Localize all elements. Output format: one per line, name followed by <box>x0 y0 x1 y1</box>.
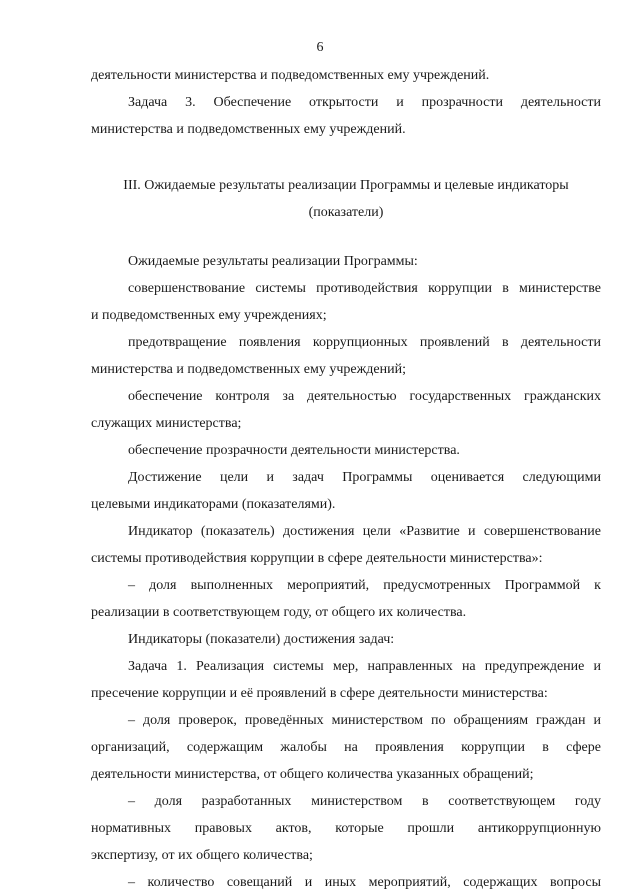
text-line: министерства и подведомственных ему учреждений. <box>91 122 406 137</box>
text-line: служащих министерства; <box>91 416 242 431</box>
text-line: деятельности министерства и подведомственных ему учреждений. <box>91 68 490 83</box>
text-line: – доля проверок, проведённых министерством по обращениям граждан и <box>128 713 601 728</box>
text-line: нормативных правовых актов, которые прошли антикоррупционную <box>91 821 601 836</box>
paragraph-spacer <box>91 143 601 172</box>
text-line: – количество совещаний и иных мероприятий, содержащих вопросы <box>128 875 601 890</box>
text-line: Индикатор (показатель) достижения цели «Развитие и совершенствование <box>128 524 601 539</box>
paragraph-spacer <box>91 226 601 248</box>
section-heading-line: (показатели) <box>308 205 384 220</box>
text-line: обеспечение прозрачности деятельности министерства. <box>128 443 460 458</box>
section-heading-line: III. Ожидаемые результаты реализации Программы и целевые индикаторы <box>123 178 569 193</box>
text-line: Достижение цели и задач Программы оценивается следующими <box>128 470 601 485</box>
document-body <box>91 62 601 896</box>
text-line: предотвращение появления коррупционных проявлений в деятельности <box>128 335 601 350</box>
text-line: министерства и подведомственных ему учреждений; <box>91 362 406 377</box>
text-line: обеспечение контроля за деятельностью государственных гражданских <box>128 389 601 404</box>
text-line: экспертизу, от их общего количества; <box>91 848 313 863</box>
text-line: – доля выполненных мероприятий, предусмотренных Программой к <box>128 578 601 593</box>
text-line: пресечение коррупции и её проявлений в сфере деятельности министерства: <box>91 686 548 701</box>
text-line: – доля разработанных министерством в соответствующем году <box>128 794 601 809</box>
text-line: системы противодействия коррупции в сфере деятельности министерства»: <box>91 551 543 566</box>
text-line: деятельности министерства, от общего количества указанных обращений; <box>91 767 534 782</box>
text-line: Задача 3. Обеспечение открытости и прозрачности деятельности <box>128 95 601 110</box>
text-line: Ожидаемые результаты реализации Программы: <box>128 254 418 269</box>
text-line: реализации в соответствующем году, от общего их количества. <box>91 605 467 620</box>
page-number: 6 <box>316 40 324 55</box>
text-line: Индикаторы (показатели) достижения задач: <box>128 632 395 647</box>
text-line: целевыми индикаторами (показателями). <box>91 497 336 512</box>
text-line: совершенствование системы противодействия коррупции в министерстве <box>128 281 601 296</box>
text-line: Задача 1. Реализация системы мер, направленных на предупреждение и <box>128 659 601 674</box>
text-line: организаций, содержащим жалобы на проявления коррупции в сфере <box>91 740 601 755</box>
text-line: и подведомственных ему учреждениях; <box>91 308 327 323</box>
